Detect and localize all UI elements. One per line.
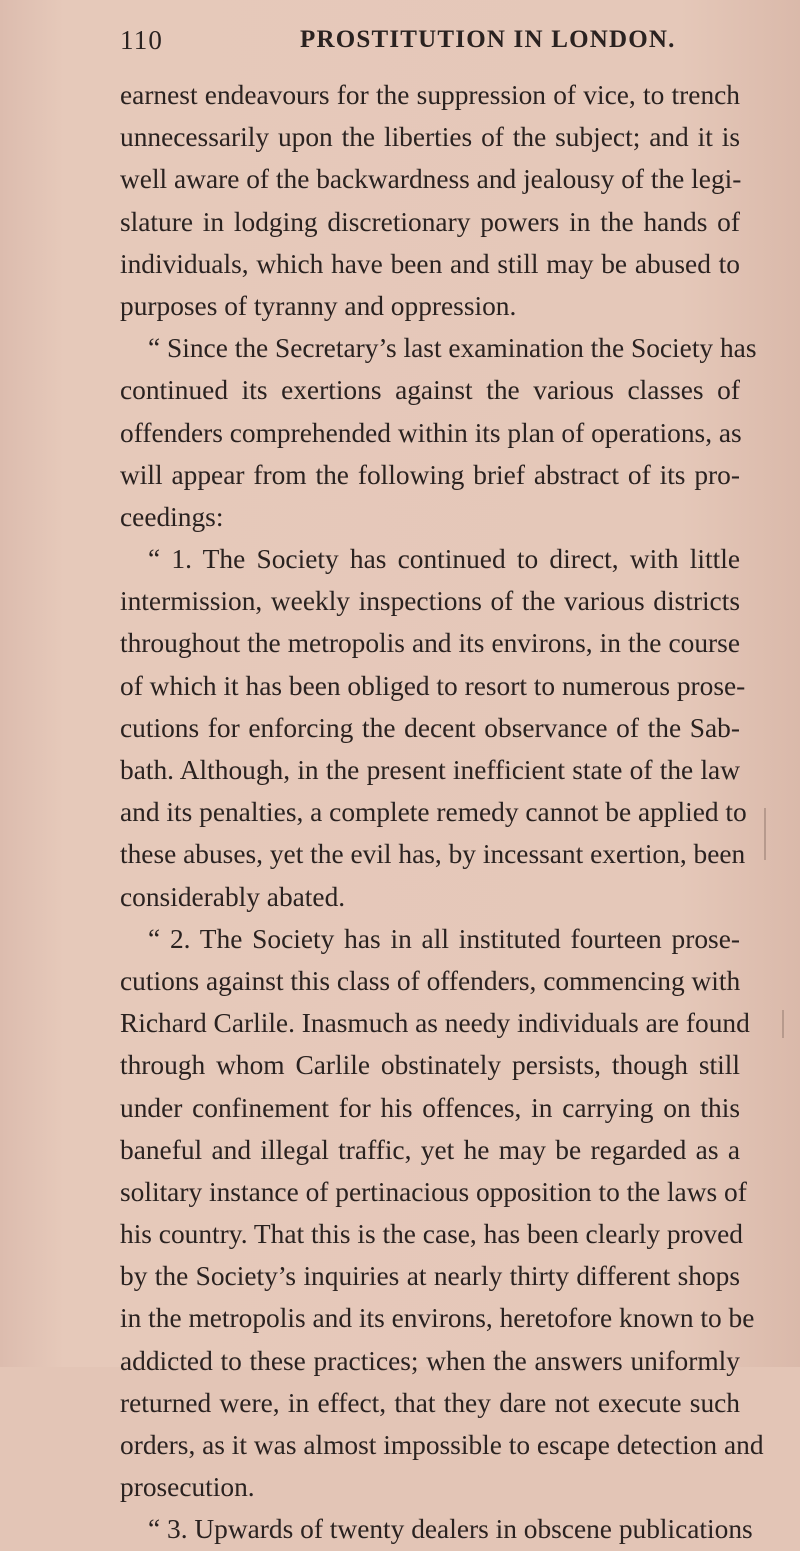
text-line: throughout the metropolis and its environs, in the course xyxy=(120,628,740,659)
text-line: earnest endeavours for the suppression of vice, to trench xyxy=(120,80,740,110)
text-line: cutions against this class of offenders, commencing with xyxy=(120,965,741,996)
text-line: baneful and illegal traffic, yet he may be regarded as a xyxy=(120,1134,740,1165)
text-line: Richard Carlile. Inasmuch as needy individuals are found xyxy=(120,1008,750,1039)
text-line: cutions for enforcing the decent observance of the Sab- xyxy=(120,712,740,743)
text-line: in the metropolis and its environs, heretofore known to be xyxy=(120,1303,755,1334)
text-line: solitary instance of pertinacious opposition to the laws of xyxy=(120,1176,747,1207)
text-line: prosecution. xyxy=(120,1472,255,1503)
margin-mark xyxy=(764,808,766,860)
text-line: his country. That this is the case, has been clearly proved xyxy=(120,1219,743,1250)
text-line: slature in lodging discretionary powers in the hands of xyxy=(120,206,740,237)
page-number: 110 xyxy=(120,24,164,55)
text-line: considerably abated. xyxy=(120,881,346,912)
text-line: through whom Carlile obstinately persists, though still xyxy=(120,1050,740,1081)
text-line: well aware of the backwardness and jealousy of the legi- xyxy=(120,164,742,195)
text-line: and its penalties, a complete remedy cannot be applied to xyxy=(120,797,747,828)
text-line: “ Since the Secretary’s last examination the Society has xyxy=(148,333,757,364)
text-line: purposes of tyranny and oppression. xyxy=(120,290,517,321)
body-text xyxy=(120,74,764,1551)
text-line: will appear from the following brief abstract of its pro- xyxy=(120,459,740,490)
running-head xyxy=(120,20,740,60)
running-title: PROSTITUTION IN LONDON. xyxy=(300,26,676,53)
text-line: orders, as it was almost impossible to escape detection and xyxy=(120,1430,764,1460)
text-line: ceedings: xyxy=(120,501,224,532)
text-line: these abuses, yet the evil has, by incessant exertion, been xyxy=(120,839,746,870)
text-line: returned were, in effect, that they dare not execute such xyxy=(120,1387,740,1418)
text-line: offenders comprehended within its plan of operations, as xyxy=(120,417,742,448)
text-line: unnecessarily upon the liberties of the subject; and it is xyxy=(120,122,740,153)
text-line: addicted to these practices; when the answers uniformly xyxy=(120,1345,740,1376)
text-line: “ 3. Upwards of twenty dealers in obscene publications xyxy=(148,1514,753,1545)
text-line: intermission, weekly inspections of the various districts xyxy=(120,586,740,617)
text-line: individuals, which have been and still may be abused to xyxy=(120,248,740,279)
text-line: “ 2. The Society has in all instituted fourteen prose- xyxy=(148,923,740,954)
text-line: continued its exertions against the various classes of xyxy=(120,375,740,406)
text-line: by the Society’s inquiries at nearly thirty different shops xyxy=(120,1261,740,1292)
margin-mark xyxy=(782,1010,784,1038)
text-line: under confinement for his offences, in carrying on this xyxy=(120,1092,740,1123)
text-line: “ 1. The Society has continued to direct, with little xyxy=(148,544,740,575)
text-line: of which it has been obliged to resort to numerous prose- xyxy=(120,670,746,701)
text-line: bath. Although, in the present inefficient state of the law xyxy=(120,755,740,785)
